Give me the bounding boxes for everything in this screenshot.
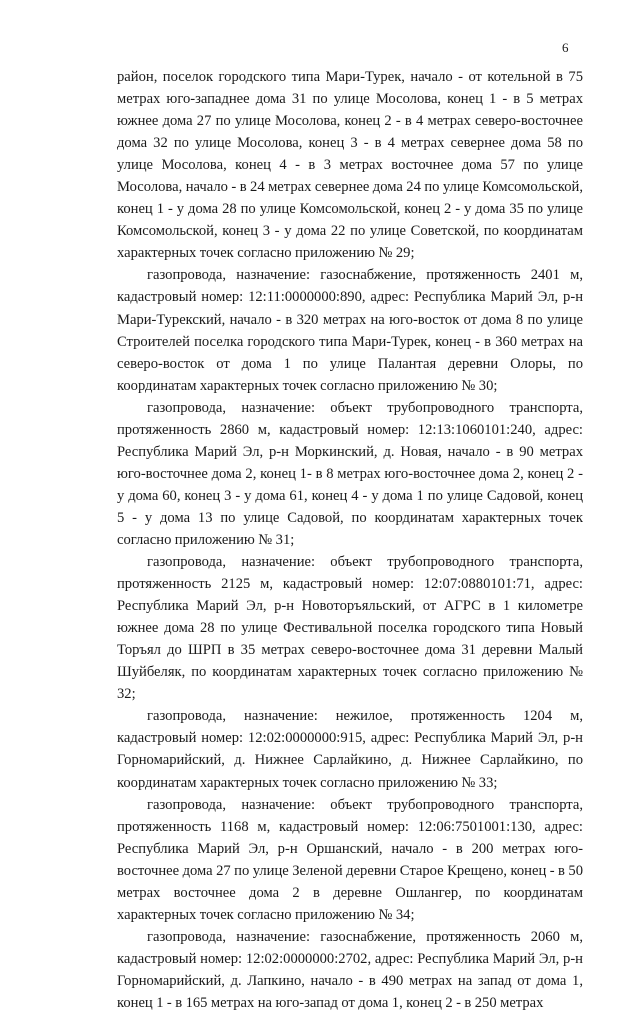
paragraph-gas-pipeline-33: газопровода, назначение: нежилое, протяженность 1204 м, кадастровый номер: 12:02:0000000:915, адрес: Республика Марий Эл, р-н Горномарийский, д. Нижнее Сарлайкино, д. Нижнее Сарлайкино, по координатам характерных точек согласно приложению № 33;	[117, 708, 583, 791]
paragraph-gas-pipeline-34: газопровода, назначение: объект трубопроводного транспорта, протяженность 1168 м, кадастровый номер: 12:06:7501001:130, адрес: Республика Марий Эл, р-н Оршанский, начало - в 200 метрах юго-восточнее дома 27 по улице Зеленой деревни Старое Крещено, конец - в 50 метрах восточнее дома 2 в деревне Ошлангер, по координатам характерных точек согласно приложению № 34;	[117, 796, 583, 923]
document-body	[117, 66, 583, 1014]
paragraph-gas-pipeline-31: газопровода, назначение: объект трубопроводного транспорта, протяженность 2860 м, кадастровый номер: 12:13:1060101:240, адрес: Республика Марий Эл, р-н Моркинский, д. Новая, начало - в 90 метрах юго-восточнее дома 2, конец 1- в 8 метрах юго-восточнее дома 2, конец 2 - у дома 60, конец 3 - у дома 61, конец 4 - у дома 1 по улице Садовой, конец 5 - у дома 13 по улице Садовой, по координатам характерных точек согласно приложению № 31;	[117, 399, 583, 548]
page-number: 6	[562, 40, 569, 55]
paragraph-gas-pipeline-32: газопровода, назначение: объект трубопроводного транспорта, протяженность 2125 м, кадастровый номер: 12:07:0880101:71, адрес: Республика Марий Эл, р-н Новоторъяльский, от АГРС в 1 километре южнее дома 28 по улице Фестивальной поселка городского типа Новый Торъял до ШРП в 35 метрах северо-восточнее дома 31 деревни Малый Шуйбеляк, по координатам характерных точек согласно приложению № 32;	[117, 554, 583, 703]
paragraph-gas-pipeline-35: газопровода, назначение: газоснабжение, протяженность 2060 м, кадастровый номер: 12:02:0000000:2702, адрес: Республика Марий Эл, р-н Горномарийский, д. Лапкино, начало - в 490 метрах на запад от дома 1, конец 1 - в 165 метрах на юго-запад от дома 1, конец 2 - в 250 метрах	[117, 928, 583, 1011]
paragraph-gas-pipeline-30: газопровода, назначение: газоснабжение, протяженность 2401 м, кадастровый номер: 12:11:0000000:890, адрес: Республика Марий Эл, р-н Мари-Турекский, начало - в 320 метрах на юго-восток от дома 8 по улице Строителей поселка городского типа Мари-Турек, конец - в 360 метрах на северо-восток от дома 1 по улице Палантая деревни Олоры, по координатам характерных точек согласно приложению № 30;	[117, 267, 583, 394]
paragraph-continuation: район, поселок городского типа Мари-Турек, начало - от котельной в 75 метрах юго-западнее дома 31 по улице Мосолова, конец 1 - в 5 метрах южнее дома 27 по улице Мосолова, конец 2 - в 4 метрах северо-восточнее дома 32 по улице Мосолова, конец 3 - в 4 метрах севернее дома 58 по улице Мосолова, конец 4 - в 3 метрах восточнее дома 57 по улице Мосолова, начало - в 24 метрах севернее дома 24 по улице Комсомольской, конец 1 - у дома 28 по улице Комсомольской, конец 2 - у дома 35 по улице Комсомольской, конец 3 - у дома 22 по улице Советской, по координатам характерных точек согласно приложению № 29;	[117, 69, 583, 262]
